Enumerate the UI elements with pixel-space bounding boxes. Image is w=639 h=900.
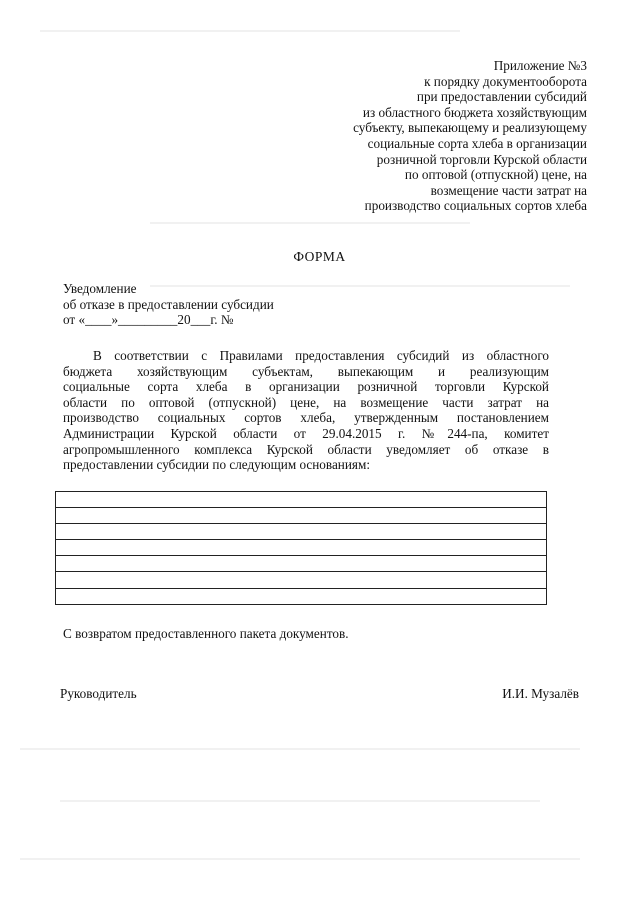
annex-line: розничной торговли Курской области xyxy=(376,151,587,167)
body-line: производство социальных сортов хлеба, утвержденным постановлением xyxy=(63,410,549,426)
annex-line: по оптовой (отпускной) цене, на xyxy=(404,167,587,183)
annex-line: к порядку документооборота xyxy=(424,73,587,89)
body-paragraph xyxy=(63,348,549,473)
body-line: Администрации Курской области от 29.04.2015 г. №244-па, комитет xyxy=(63,425,549,441)
body-line: социальные сорта хлеба в организации розничной торговли Курской xyxy=(63,379,549,395)
show-through-mark xyxy=(60,800,540,802)
annex-line: социальные сорта хлеба в организации xyxy=(367,135,587,151)
notice-heading xyxy=(63,281,274,328)
form-title: ФОРМА xyxy=(293,249,346,264)
notice-title: Уведомление xyxy=(63,281,137,296)
notice-date-number-line: от «____»_________20___г. № xyxy=(63,312,234,328)
body-line: предоставлении субсидии по следующим основаниям: xyxy=(63,457,370,473)
annex-block xyxy=(247,58,587,214)
show-through-mark xyxy=(40,30,460,32)
annex-line: субъекту, выпекающему и реализующему xyxy=(353,120,587,136)
annex-line: производство социальных сортов хлеба xyxy=(364,198,587,214)
show-through-mark xyxy=(20,748,580,750)
annex-line: Приложение №3 xyxy=(493,58,587,73)
reason-row xyxy=(56,588,547,604)
reason-row xyxy=(56,492,547,508)
reason-cell xyxy=(56,572,547,588)
reason-row xyxy=(56,524,547,540)
annex-line: возмещение части затрат на xyxy=(430,182,587,198)
show-through-mark xyxy=(150,222,470,224)
show-through-mark xyxy=(20,858,580,860)
reason-cell xyxy=(56,508,547,524)
return-documents-text: С возвратом предоставленного пакета документов. xyxy=(63,626,349,641)
reason-row xyxy=(56,508,547,524)
body-line: агропромышленного комплекса Курской области уведомляет об отказе в xyxy=(63,441,549,457)
reason-cell xyxy=(56,588,547,604)
reason-cell xyxy=(56,524,547,540)
reason-cell xyxy=(56,492,547,508)
body-line: бюджета хозяйствующим субъектам, выпекающим и реализующим xyxy=(63,363,549,379)
body-line: области по оптовой (отпускной) цене, на возмещение части затрат на xyxy=(63,394,549,410)
reasons-table xyxy=(55,491,547,605)
reason-row xyxy=(56,556,547,572)
reason-cell xyxy=(56,540,547,556)
notice-subtitle: об отказе в предоставлении субсидии xyxy=(63,296,274,312)
signer-role: Руководитель xyxy=(60,686,137,701)
annex-line: при предоставлении субсидий xyxy=(416,89,587,105)
reason-cell xyxy=(56,556,547,572)
reason-row xyxy=(56,540,547,556)
annex-line: из областного бюджета хозяйствующим xyxy=(362,104,587,120)
signer-name: И.И. Музалёв xyxy=(502,686,579,701)
body-line: В соответствии с Правилами предоставления субсидий из областного xyxy=(93,348,549,363)
reason-row xyxy=(56,572,547,588)
